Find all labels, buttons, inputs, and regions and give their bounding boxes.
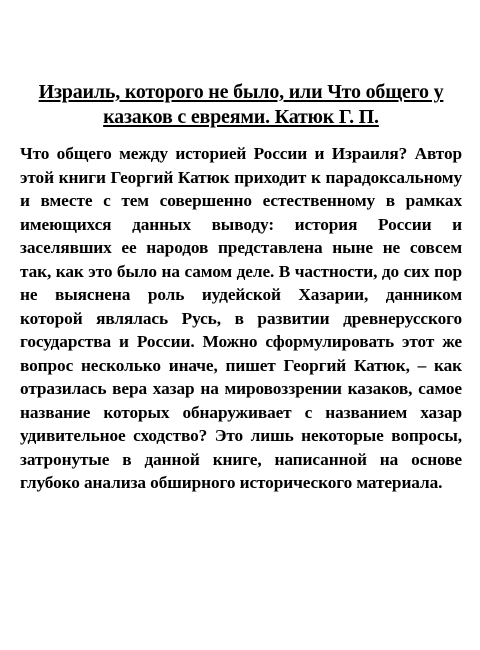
document-body-paragraph: Что общего между историей России и Израиля? Автор этой книги Георгий Катюк приходит к парадоксальному и вместе с тем совершенно естественному в рамках имеющихся данных выводу: история России и заселявших ее народов представлена ныне не совсем так, как это было на самом деле. В частности, до сих пор не выяснена роль иудейской Хазарии, данником которой являлась Русь, в развитии древнерусского государства и России. Можно сформулировать этот же вопрос несколько иначе, пишет Георгий Катюк, – как отразилась вера хазар на мировоззрении казаков, самое название которых обнаруживает с названием хазар удивительное сходство? Это лишь некоторые вопросы, затронутые в данной книге, написанной на основе глубоко анализа обширного исторического материала. [20,144,462,492]
document-title: Израиль, которого не было, или Что общего у казаков с евреями. Катюк Г. П. [38,81,444,128]
document-page [20,80,462,495]
